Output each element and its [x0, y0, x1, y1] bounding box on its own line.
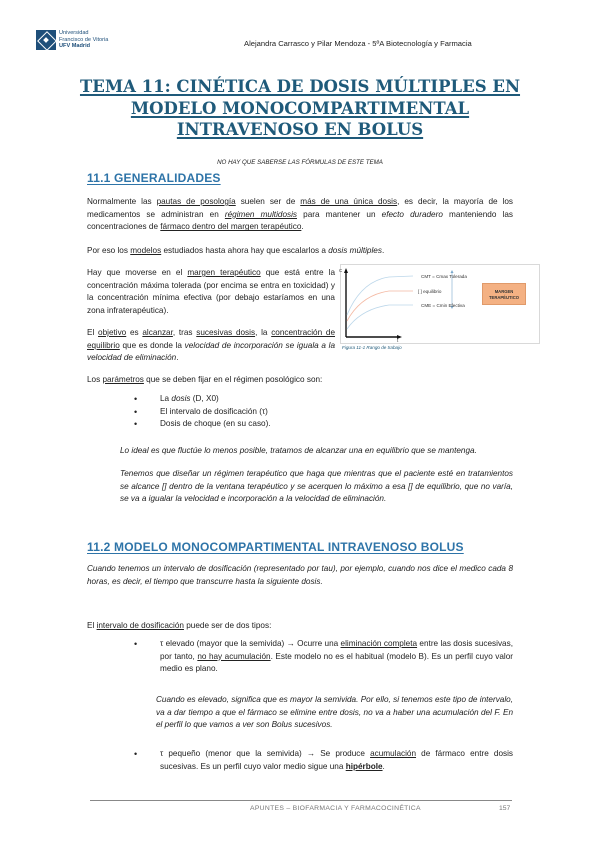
paragraph-modelos: Por eso los modelos estudiados hasta ahora hay que escalarlos a dosis múltiples. [87, 246, 385, 255]
title-line-2: MODELO MONOCOMPARTIMENTAL [130, 98, 470, 118]
paragraph-parametros: Los parámetros que se deben fijar en el régimen posológico son: [87, 375, 323, 384]
paragraph-pautas: Normalmente las pautas de posología suelen ser de más de una única dosis, es decir, la mayoría de los medicamentos se administran en régimen multidosis para mantener un efecto duradero manteniendo las concentraciones de fármaco dentro del margen terapéutico. [87, 197, 513, 232]
label-cmax-tolerada: CMT = Cmax Tolerada [421, 274, 467, 279]
title-line-3: INTRAVENOSO EN BOLUS [176, 120, 424, 139]
page-number: 157 [499, 805, 511, 812]
list-item: • Dosis de choque (en su caso). [148, 418, 271, 431]
list-item: • La dosis (D, X0) [148, 393, 271, 406]
logo-line-1: Universidad [59, 30, 89, 37]
page-title [60, 76, 540, 141]
y-axis-label: C [339, 268, 343, 273]
parametros-list [148, 393, 271, 431]
paragraph-intervalo-intro: Cuando tenemos un intervalo de dosificación (representado por tau), por ejemplo, cuando nos dice el medico cada 8 horas, es decir, el tiempo que transcurre hasta la siguiente dosis. [87, 564, 513, 586]
university-logo [36, 30, 108, 50]
paragraph-tipos: El intervalo de dosificación puede ser de dos tipos: [87, 621, 272, 630]
footer-divider [90, 800, 512, 801]
figure-caption: Figura 11-1 Rango de trabajo [342, 345, 402, 350]
note-tau-elevado: Cuando es elevado, significa que es mayor la semivida. Por ello, si tenemos este tipo de intervalo, va a dar tiempo a que el fármaco se elimine entre dosis, no va a haber una acumulación del F. En el perfil lo que vamos a ver son Bolus sucesivos. [156, 695, 513, 730]
therapeutic-range-figure [340, 264, 540, 344]
margen-terapeutico-box [482, 283, 526, 305]
logo-text [59, 30, 108, 49]
note-fluctuacion: Lo ideal es que fluctúe lo menos posible, tratamos de alcanzar una en equilibrio que se mantenga. [120, 446, 477, 455]
label-equilibrio: [ ] equilibrio [418, 289, 442, 294]
box-line-2: TERAPÉUTICO [488, 295, 519, 300]
box-line-1: MARGEN [494, 289, 514, 294]
tipos-list-2 [148, 748, 513, 773]
paragraph-objetivo: El objetivo es alcanzar, tras sucesivas dosis, la concentración de equilibrio que es donde la velocidad de incorporación se iguala a la velocidad de eliminación. [87, 328, 336, 363]
tipos-list-1 [148, 638, 513, 676]
list-item: • τ pequeño (menor que la semivida) → Se produce acumulación de fármaco entre dosis sucesivas. Es un perfil cuyo valor medio sigue una hipérbole. [148, 748, 513, 773]
header-authors: Alejandra Carrasco y Pilar Mendoza - 5ºA Biotecnología y Farmacia [244, 39, 472, 48]
ufv-emblem-icon [36, 30, 56, 50]
label-cmin-efectiva: CME = Cmin Efectiva [421, 303, 465, 308]
list-item: • El intervalo de dosificación (τ) [148, 406, 271, 419]
x-axis-label: t [397, 338, 399, 343]
logo-line-3: UFV Madrid [59, 43, 91, 50]
section-heading-generalidades: 11.1 GENERALIDADES [87, 171, 221, 185]
note-regimen: Tenemos que diseñar un régimen terapéutico que haga que mientras que el paciente esté en tratamientos se alcance [] dentro de la ventana terapéutico y se acerquen lo máximo a esa [] de equilibrio, que no varía, se va a igualar la velocidad e incorporación a la velocidad de eliminación. [120, 469, 513, 504]
logo-line-2: Francisco de Vitoria [59, 36, 109, 43]
section-heading-modelo-bolus: 11.2 MODELO MONOCOMPARTIMENTAL INTRAVENOSO BOLUS [87, 540, 464, 554]
page-header [36, 30, 564, 62]
list-item: • τ elevado (mayor que la semivida) → Ocurre una eliminación completa entre las dosis sucesivas, por tanto, no hay acumulación. Este modelo no es el habitual (modelo B). Es un perfil cuyo valor medio es plano. [148, 638, 513, 676]
footer-title: APUNTES – BIOFARMACIA Y FARMACOCINÉTICA [250, 805, 421, 812]
title-line-1: TEMA 11: CINÉTICA DE DOSIS MÚLTIPLES EN [79, 77, 521, 96]
subtitle-note: NO HAY QUE SABERSE LAS FÓRMULAS DE ESTE TEMA [217, 159, 383, 166]
paragraph-margen: Hay que moverse en el margen terapéutico que está entre la concentración máxima tolerada (por encima se entra en toxicidad) y la concentración mínima efectiva (por debajo estaríamos en una zona infraterapéutica). [87, 268, 336, 316]
